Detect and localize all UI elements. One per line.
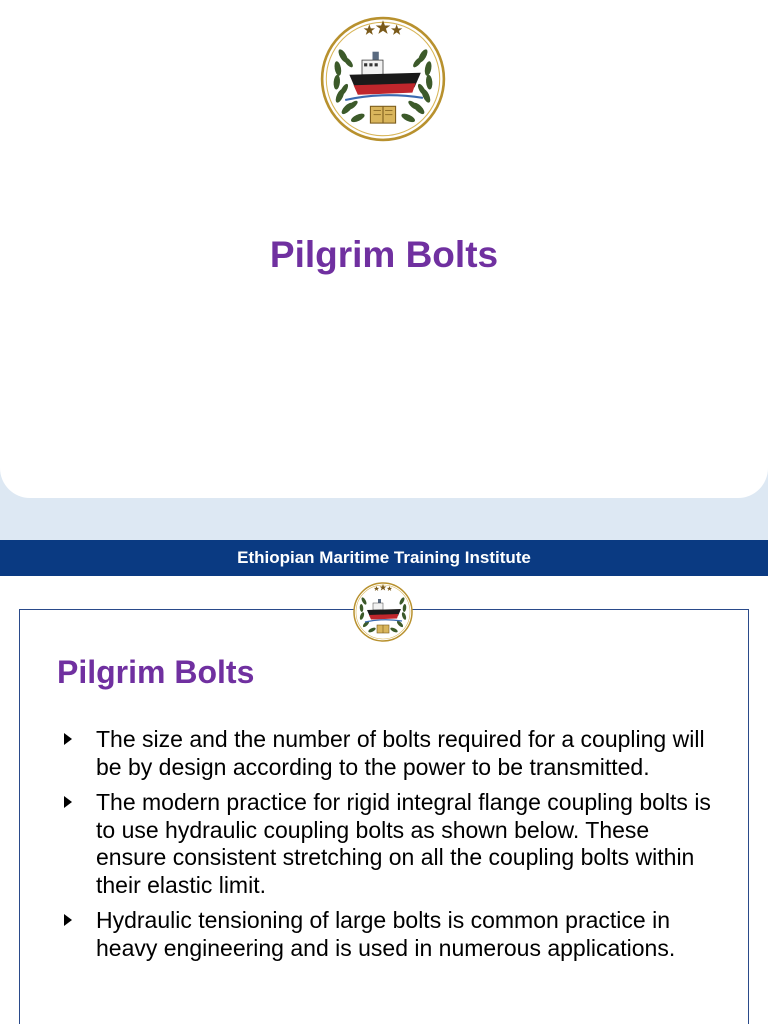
slide-footer [0, 540, 768, 576]
footer-text: Ethiopian Maritime Training Institute [237, 548, 531, 567]
content-slide [0, 576, 768, 1024]
ship-laurel-emblem-icon [320, 16, 446, 142]
list-item [64, 726, 724, 781]
triangle-bullet-icon [64, 796, 72, 808]
slide-title: Pilgrim Bolts [269, 234, 499, 275]
triangle-bullet-icon [64, 733, 72, 745]
list-item [64, 789, 724, 899]
bullet-text: Hydraulic tensioning of large bolts is common practice in heavy engineering and is used in numerous applications. [96, 907, 676, 961]
ship-laurel-emblem-icon [353, 582, 413, 642]
list-item [64, 907, 724, 962]
slide-heading: Pilgrim Bolts [57, 654, 255, 690]
bullet-list [64, 726, 724, 970]
bullet-text: The size and the number of bolts required for a coupling will be by design according to the power to be transmitted. [96, 726, 705, 780]
bullet-text: The modern practice for rigid integral flange coupling bolts is to use hydraulic coupling bolts as shown below. These ensure consistent stretching on all the coupling bolts within their elastic limit. [96, 789, 711, 898]
triangle-bullet-icon [64, 914, 72, 926]
